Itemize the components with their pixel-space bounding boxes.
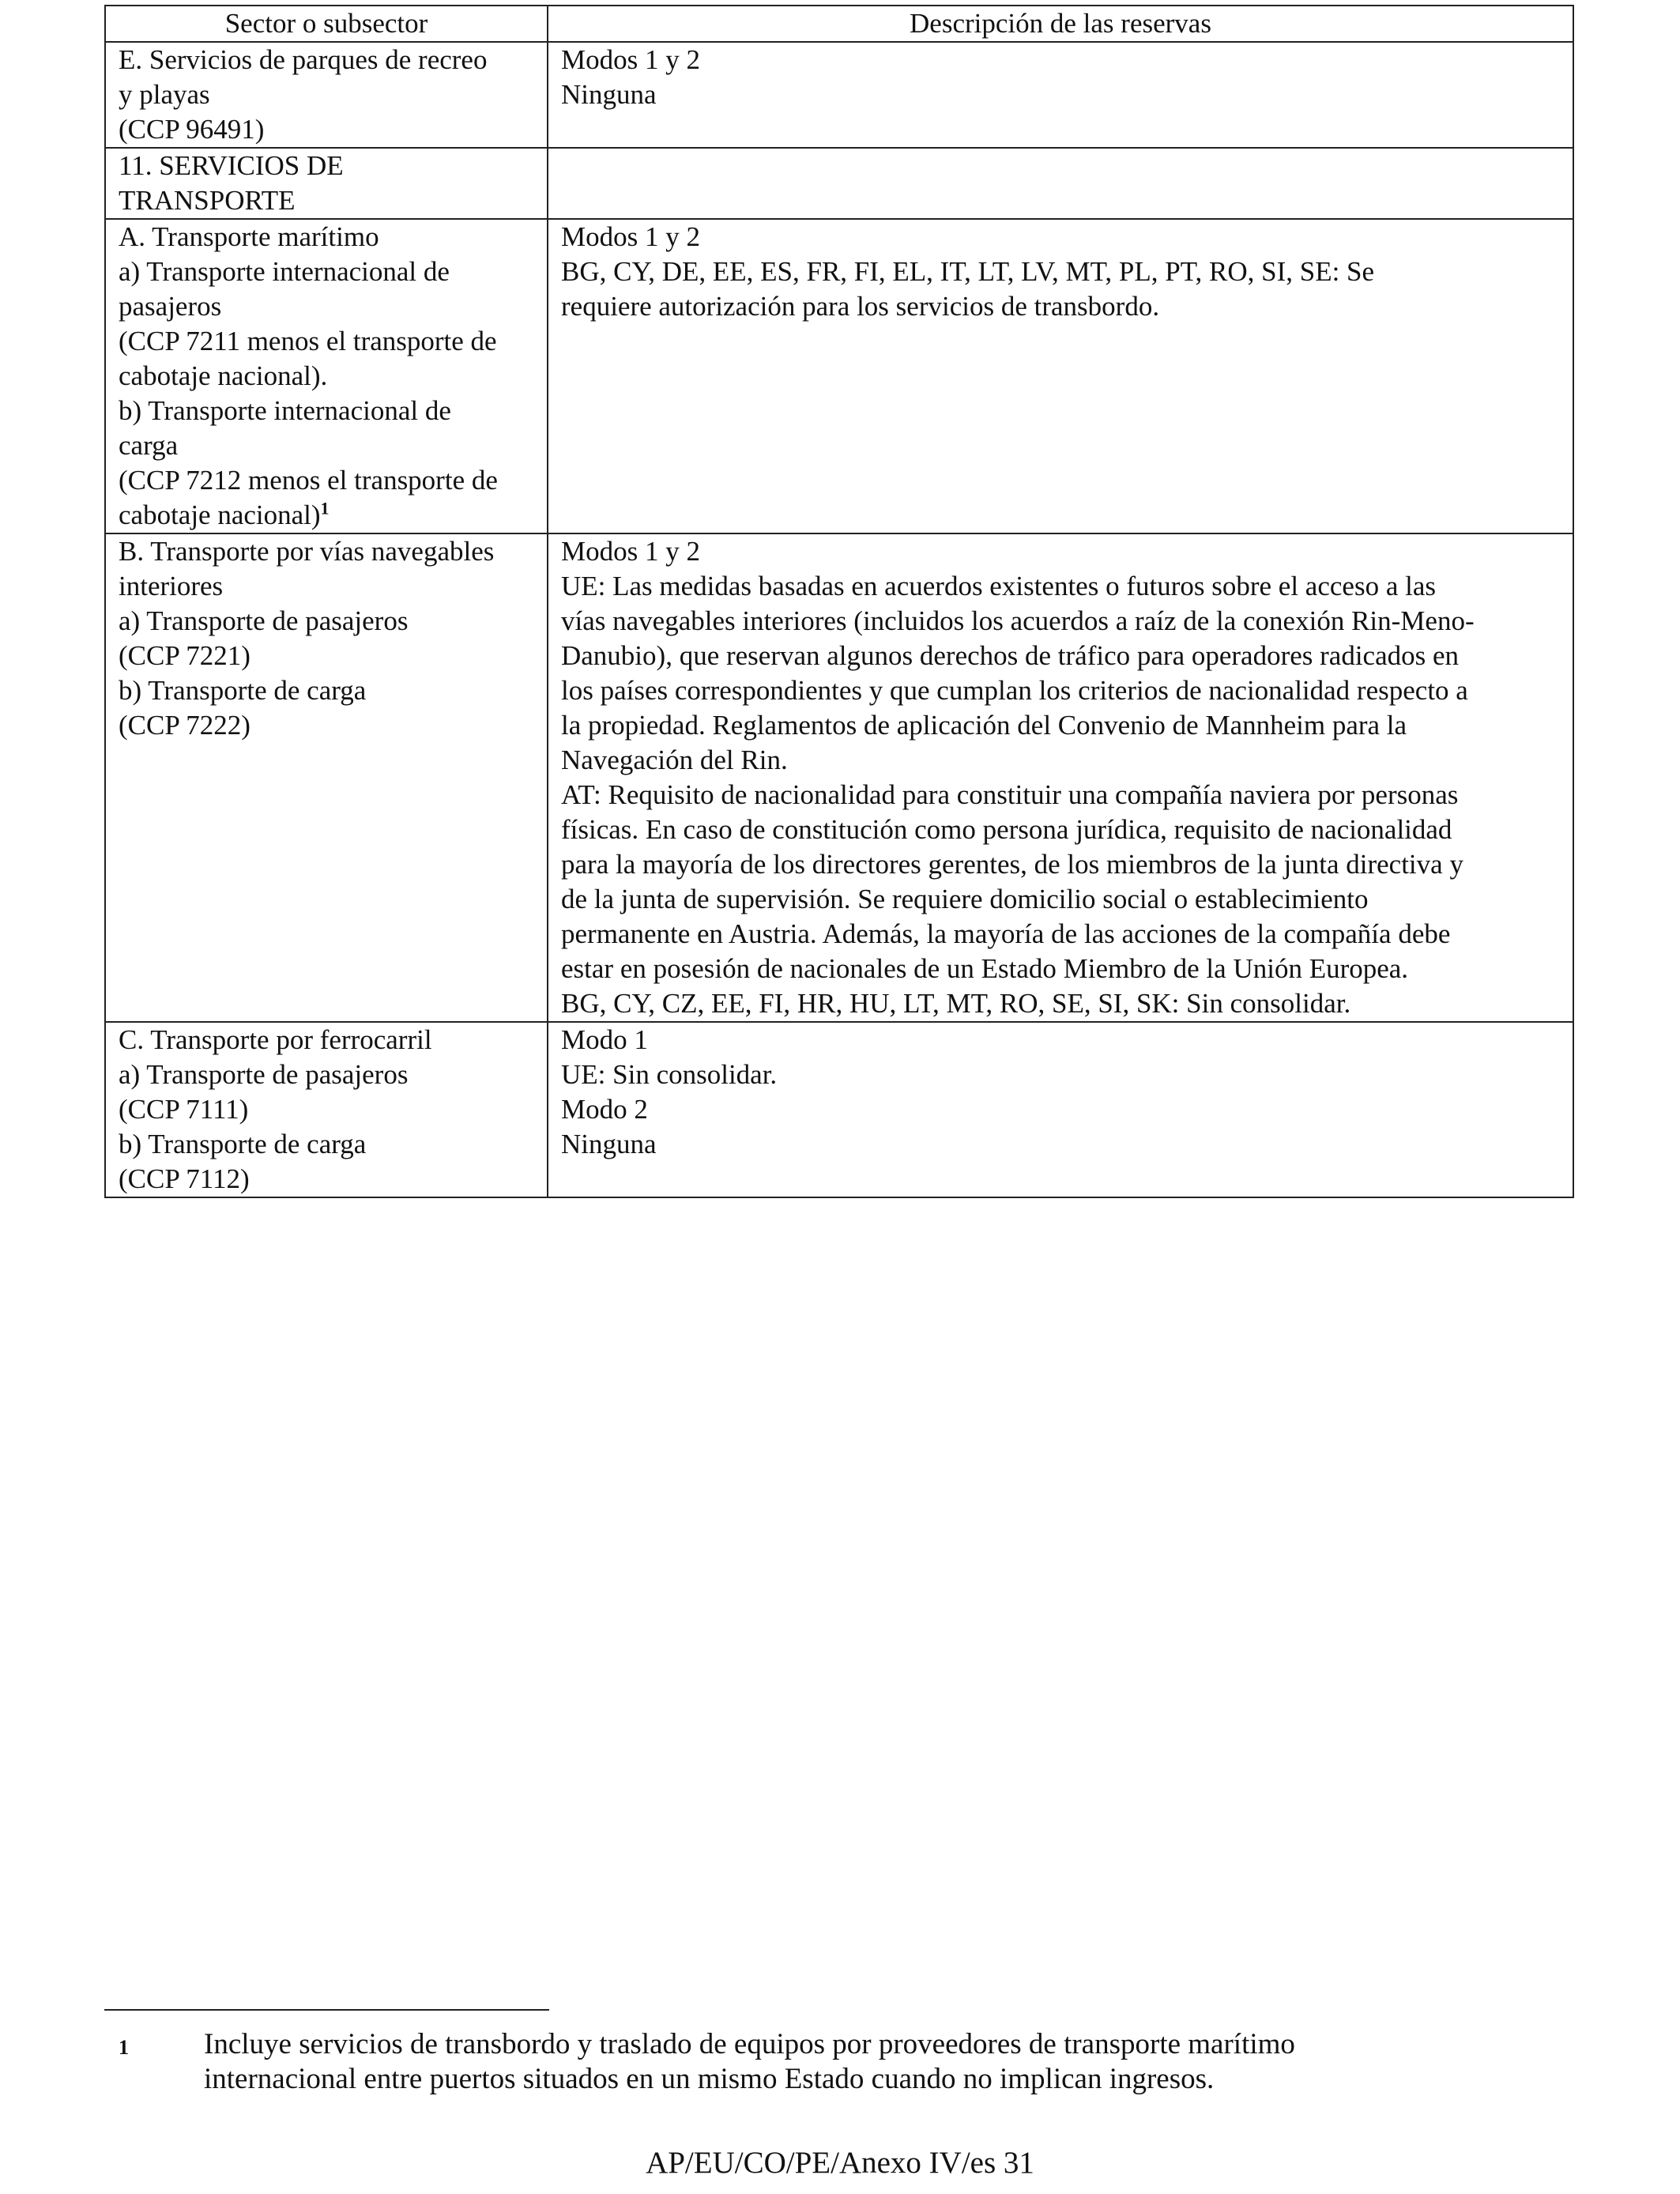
- reservas-cell: [548, 533, 1573, 1022]
- reservas-line: requiere autorización para los servicios de transbordo.: [561, 291, 1160, 322]
- sector-line: E. Servicios de parques de recreo: [119, 44, 488, 75]
- sector-line: TRANSPORTE: [119, 185, 296, 216]
- sector-line: (CCP 7212 menos el transporte de: [119, 465, 498, 496]
- footnote-number: 1: [119, 2036, 129, 2059]
- table-row: [105, 148, 1573, 219]
- sector-line: (CCP 7221): [119, 640, 250, 671]
- sector-line: cabotaje nacional): [119, 499, 321, 530]
- reservas-line: físicas. En caso de constitución como persona jurídica, requisito de nacionalidad: [561, 814, 1452, 845]
- page-footer-label: AP/EU/CO/PE/Anexo IV/es 31: [646, 2146, 1034, 2180]
- table-row: [105, 533, 1573, 1022]
- sector-cell: [105, 42, 548, 148]
- reservas-cell: [548, 1022, 1573, 1197]
- reservas-line: Modos 1 y 2: [561, 221, 700, 252]
- reservas-line: UE: Las medidas basadas en acuerdos existentes o futuros sobre el acceso a las: [561, 571, 1436, 601]
- sector-line: (CCP 7112): [119, 1163, 250, 1194]
- reservas-line: Modos 1 y 2: [561, 44, 700, 75]
- reservas-line: BG, CY, CZ, EE, FI, HR, HU, LT, MT, RO, SE, SI, SK: Sin consolidar.: [561, 988, 1351, 1019]
- sector-cell: [105, 219, 548, 533]
- reservas-line: UE: Sin consolidar.: [561, 1059, 778, 1090]
- reservas-cell: [548, 42, 1573, 148]
- footnote-separator: [104, 2009, 549, 2011]
- reservas-line: estar en posesión de nacionales de un Estado Miembro de la Unión Europea.: [561, 953, 1409, 984]
- reservas-line: Modo 1: [561, 1024, 648, 1055]
- sector-line: (CCP 96491): [119, 114, 265, 145]
- table-row: [105, 219, 1573, 533]
- reservas-line: Modos 1 y 2: [561, 536, 700, 567]
- sector-line: b) Transporte internacional de: [119, 395, 451, 426]
- sector-line: (CCP 7211 menos el transporte de: [119, 326, 497, 356]
- reservas-cell: [548, 219, 1573, 533]
- reservas-line: Navegación del Rin.: [561, 745, 788, 775]
- reservas-line: BG, CY, DE, EE, ES, FR, FI, EL, IT, LT, LV, MT, PL, PT, RO, SI, SE: Se: [561, 256, 1375, 287]
- sector-line: C. Transporte por ferrocarril: [119, 1024, 432, 1055]
- reservations-table: [104, 5, 1574, 1198]
- sector-line: carga: [119, 430, 179, 461]
- sector-cell: [105, 533, 548, 1022]
- sector-line: cabotaje nacional).: [119, 360, 328, 391]
- sector-line-with-footnote: [119, 498, 534, 533]
- footnote-line: internacional entre puertos situados en un mismo Estado cuando no implican ingresos.: [204, 2063, 1215, 2095]
- sector-line: a) Transporte de pasajeros: [119, 605, 409, 636]
- table-row: [105, 42, 1573, 148]
- footnote-line: Incluye servicios de transbordo y traslado de equipos por proveedores de transporte marítimo: [204, 2028, 1295, 2060]
- reservas-line: para la mayoría de los directores gerentes, de los miembros de la junta directiva y: [561, 849, 1463, 880]
- sector-line: a) Transporte internacional de: [119, 256, 450, 287]
- sector-line: interiores: [119, 571, 224, 601]
- reservas-line: los países correspondientes y que cumplan los criterios de nacionalidad respecto a: [561, 675, 1468, 706]
- reservas-cell: [548, 148, 1573, 219]
- sector-line: b) Transporte de carga: [119, 1129, 367, 1159]
- reservas-line: vías navegables interiores (incluidos los acuerdos a raíz de la conexión Rin-Meno-: [561, 605, 1475, 636]
- reservas-line: permanente en Austria. Además, la mayoría de las acciones de la compañía debe: [561, 918, 1451, 949]
- header-reservas: Descripción de las reservas: [548, 6, 1573, 42]
- sector-line: B. Transporte por vías navegables: [119, 536, 495, 567]
- header-sector: Sector o subsector: [105, 6, 548, 42]
- sector-line: A. Transporte marítimo: [119, 221, 379, 252]
- reservas-line: Modo 2: [561, 1094, 648, 1125]
- reservas-line: de la junta de supervisión. Se requiere domicilio social o establecimiento: [561, 884, 1369, 914]
- reservas-line: Ninguna: [561, 1129, 657, 1159]
- sector-cell: [105, 148, 548, 219]
- sector-line: b) Transporte de carga: [119, 675, 367, 706]
- reservas-line: AT: Requisito de nacionalidad para constituir una compañía naviera por personas: [561, 779, 1459, 810]
- sector-line: (CCP 7111): [119, 1094, 249, 1125]
- reservas-line: Danubio), que reservan algunos derechos de tráfico para operadores radicados en: [561, 640, 1460, 671]
- sector-line: a) Transporte de pasajeros: [119, 1059, 409, 1090]
- sector-line: 11. SERVICIOS DE: [119, 150, 344, 181]
- reservas-line: Ninguna: [561, 79, 657, 110]
- reservas-line: la propiedad. Reglamentos de aplicación del Convenio de Mannheim para la: [561, 710, 1407, 741]
- sector-line: (CCP 7222): [119, 710, 250, 741]
- table-header-row: [105, 6, 1573, 42]
- sector-line: pasajeros: [119, 291, 222, 322]
- footnote: [119, 2027, 1541, 2097]
- sector-cell: [105, 1022, 548, 1197]
- footnote-reference[interactable]: 1: [320, 498, 330, 518]
- table-row: [105, 1022, 1573, 1197]
- sector-line: y playas: [119, 79, 210, 110]
